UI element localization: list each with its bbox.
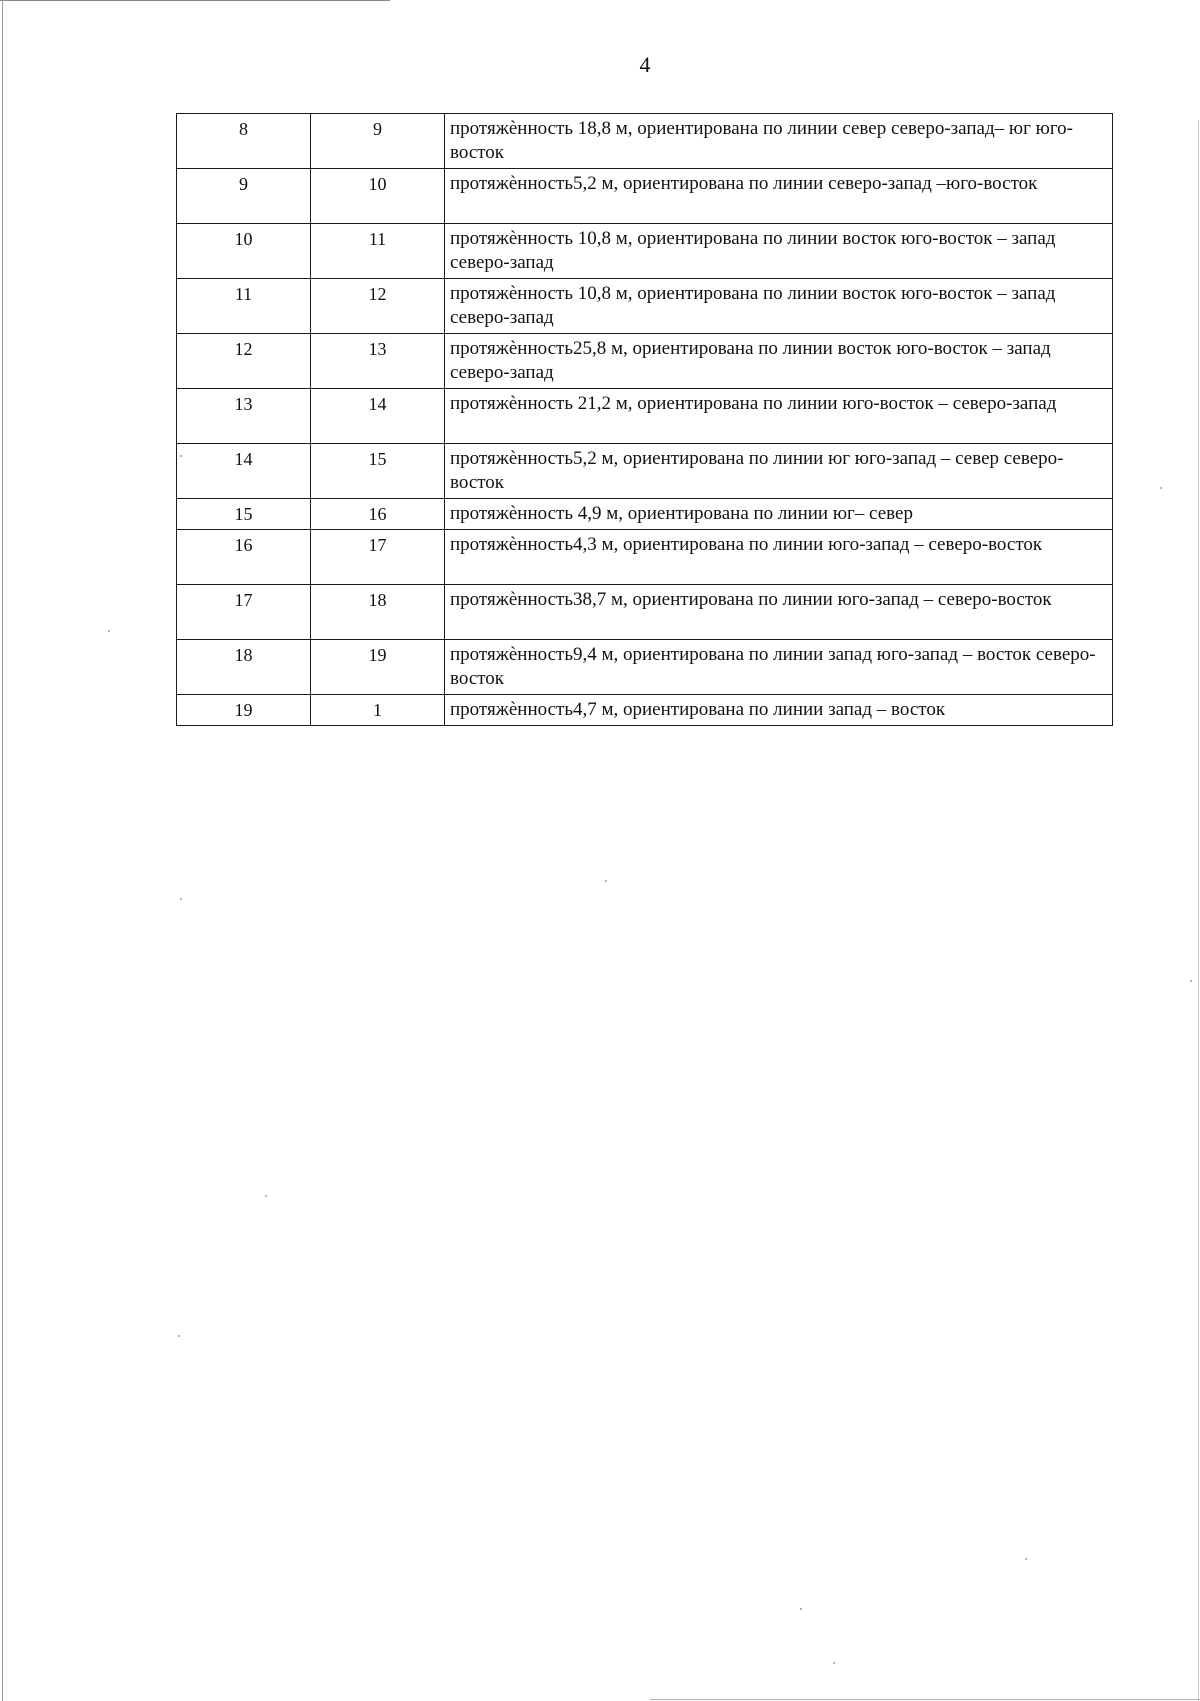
scan-speck — [108, 630, 110, 632]
boundary-segments-table — [176, 113, 1113, 726]
to-point-cell: 18 — [311, 585, 445, 640]
to-point-cell: 9 — [311, 114, 445, 169]
to-point-cell: 14 — [311, 389, 445, 444]
table-row — [177, 224, 1113, 279]
from-point-cell: 16 — [177, 530, 311, 585]
table-row — [177, 585, 1113, 640]
from-point-cell: 10 — [177, 224, 311, 279]
segment-description-cell: протяжѐнность5,2 м, ориентирована по линии юг юго-запад – север северо-восток — [445, 444, 1113, 499]
to-point-cell: 1 — [311, 695, 445, 726]
from-point-cell: 13 — [177, 389, 311, 444]
to-point-cell: 17 — [311, 530, 445, 585]
segment-description-cell: протяжѐнность9,4 м, ориентирована по линии запад юго-запад – восток северо-восток — [445, 640, 1113, 695]
table-row — [177, 530, 1113, 585]
scan-speck — [833, 1662, 835, 1664]
table-row — [177, 640, 1113, 695]
to-point-cell: 16 — [311, 499, 445, 530]
scan-speck — [178, 1335, 180, 1337]
from-point-cell: 19 — [177, 695, 311, 726]
to-point-cell: 11 — [311, 224, 445, 279]
page-number: 4 — [639, 52, 651, 77]
scan-speck — [800, 1608, 802, 1610]
scan-speck — [180, 455, 182, 457]
segment-description-cell: протяжѐнность4,7 м, ориентирована по линии запад – восток — [445, 695, 1113, 726]
scan-speck — [1160, 487, 1162, 489]
to-point-cell: 15 — [311, 444, 445, 499]
segment-description-cell: протяжѐнность 18,8 м, ориентирована по линии север северо-запад– юг юго-восток — [445, 114, 1113, 169]
segment-description-cell: протяжѐнность4,3 м, ориентирована по линии юго-запад – северо-восток — [445, 530, 1113, 585]
from-point-cell: 14 — [177, 444, 311, 499]
from-point-cell: 12 — [177, 334, 311, 389]
table-row — [177, 389, 1113, 444]
scan-edge-right — [1198, 120, 1199, 1701]
table-row — [177, 334, 1113, 389]
segment-description-cell: протяжѐнность25,8 м, ориентирована по линии восток юго-восток – запад северо-запад — [445, 334, 1113, 389]
from-point-cell: 9 — [177, 169, 311, 224]
scan-speck — [1025, 1558, 1027, 1560]
segment-description-cell: протяжѐнность 10,8 м, ориентирована по линии восток юго-восток – запад северо-запад — [445, 224, 1113, 279]
scan-edge-bottom — [650, 1699, 1200, 1700]
segment-description-cell: протяжѐнность 21,2 м, ориентирована по линии юго-восток – северо-запад — [445, 389, 1113, 444]
from-point-cell: 17 — [177, 585, 311, 640]
from-point-cell: 18 — [177, 640, 311, 695]
to-point-cell: 13 — [311, 334, 445, 389]
from-point-cell: 15 — [177, 499, 311, 530]
table-row — [177, 695, 1113, 726]
table-row — [177, 114, 1113, 169]
table-row — [177, 499, 1113, 530]
scan-edge-top — [0, 0, 390, 1]
segment-description-cell: протяжѐнность5,2 м, ориентирована по линии северо-запад –юго-восток — [445, 169, 1113, 224]
to-point-cell: 19 — [311, 640, 445, 695]
scan-speck — [265, 1195, 267, 1197]
from-point-cell: 11 — [177, 279, 311, 334]
table-row — [177, 279, 1113, 334]
table-row — [177, 169, 1113, 224]
table-row — [177, 444, 1113, 499]
from-point-cell: 8 — [177, 114, 311, 169]
to-point-cell: 12 — [311, 279, 445, 334]
to-point-cell: 10 — [311, 169, 445, 224]
segment-description-cell: протяжѐнность38,7 м, ориентирована по линии юго-запад – северо-восток — [445, 585, 1113, 640]
segment-description-cell: протяжѐнность 10,8 м, ориентирована по линии восток юго-восток – запад северо-запад — [445, 279, 1113, 334]
scan-speck — [605, 880, 607, 882]
scan-edge-left — [2, 0, 3, 1701]
segment-description-cell: протяжѐнность 4,9 м, ориентирована по линии юг– север — [445, 499, 1113, 530]
scan-speck — [180, 898, 182, 900]
scan-speck — [1190, 980, 1192, 982]
